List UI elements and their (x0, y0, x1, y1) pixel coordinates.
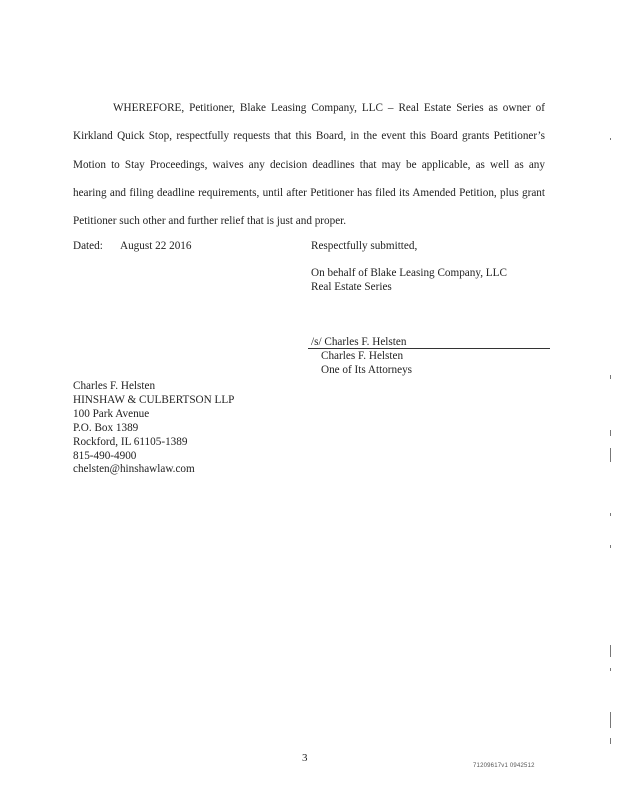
signature-line (308, 348, 550, 349)
document-id: 71209617v1 0942512 (473, 763, 535, 769)
scan-speck (610, 738, 611, 744)
signature-text: /s/ Charles F. Helsten (311, 336, 407, 348)
page-number: 3 (302, 752, 308, 764)
signature-role: One of Its Attorneys (321, 364, 413, 376)
scan-speck (610, 448, 611, 462)
address-email: chelsten@hinshawlaw.com (73, 463, 195, 476)
address-name: Charles F. Helsten (73, 380, 156, 392)
scan-speck (610, 712, 611, 728)
signature-name: Charles F. Helsten (321, 350, 404, 362)
on-behalf-line: On behalf of Blake Leasing Company, LLC (311, 267, 507, 279)
scan-speck (610, 375, 611, 379)
dated-date: August 22 2016 (120, 240, 192, 252)
scan-speck (610, 138, 611, 140)
body-paragraph: WHEREFORE, Petitioner, Blake Leasing Company, LLC – Real Estate Series as owner of Kirkland Quick Stop, respectfully requests that this Board, in the event this Board grants Petitioner’s Motion to Stay Proceedings, waives any decision deadlines that may be applicable, as well as any hearing and filing deadline requirements, until after Petitioner has filed its Amended Petition, plus grant Petitioner such other and further relief that is just and proper. (73, 102, 545, 228)
address-city: Rockford, IL 61105-1389 (73, 435, 188, 448)
address-firm: HINSHAW & CULBERTSON LLP (73, 393, 235, 406)
address-phone: 815-490-4900 (73, 449, 137, 462)
address-street: 100 Park Avenue (73, 407, 150, 420)
address-block (73, 380, 234, 477)
scan-speck (610, 430, 611, 436)
respectfully-submitted: Respectfully submitted, (311, 240, 418, 252)
dated-label: Dated: (73, 240, 103, 252)
scan-speck (610, 513, 611, 516)
scan-speck (610, 545, 611, 548)
series-line: Real Estate Series (311, 281, 392, 293)
address-po-box: P.O. Box 1389 (73, 421, 139, 434)
scan-speck (610, 668, 611, 671)
scan-speck (610, 645, 611, 657)
